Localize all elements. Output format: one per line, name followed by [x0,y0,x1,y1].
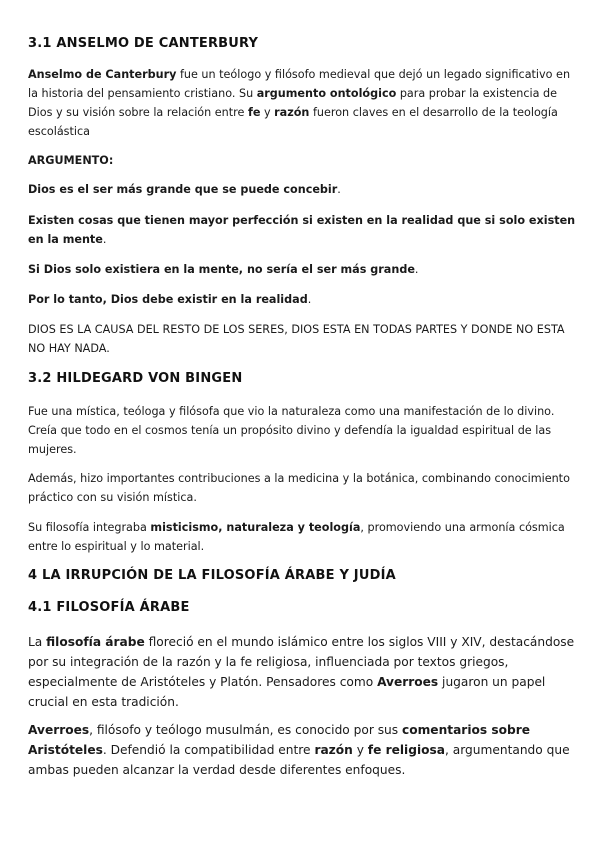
conclusion-paragraph: DIOS ES LA CAUSA DEL RESTO DE LOS SERES, DIOS ESTA EN TODAS PARTES Y DONDE NO ESTA NO HAY NADA. [28,323,565,355]
heading-section-4: 4 LA IRRUPCIÓN DE LA FILOSOFÍA ÁRABE Y JUDÍA [28,568,396,583]
bold-name: Anselmo de Canterbury [28,68,177,81]
heading-filosofia-arabe: 4.1 FILOSOFÍA ÁRABE [28,600,190,615]
heading-anselmo: 3.1 ANSELMO DE CANTERBURY [28,36,259,51]
paragraph-arabe-2: Averroes, filósofo y teólogo musulmán, es conocido por sus comentarios sobre Aristóteles. Defendió la compatibilidad entre razón y fe religiosa, argumentando que ambas pueden alcanzar la verdad desde diferentes enfoques. [28,723,570,777]
paragraph-anselmo-intro: Anselmo de Canterbury fue un teólogo y filósofo medieval que dejó un legado significativo en la historia del pensamiento cristiano. Su argumento ontológico para probar la existencia de Dios y su visión sobre la relación entre fe y razón fueron claves en el desarrollo de la teología escolástica [28,68,571,138]
premise-2: Existen cosas que tienen mayor perfección si existen en la realidad que si solo existen en la mente. [28,214,576,246]
paragraph-hildegard-1: Fue una mística, teóloga y filósofa que vio la naturaleza como una manifestación de lo divino. Creía que todo en el cosmos tenía un propósito divino y defendía la igualdad espiritual de las mujeres. [28,405,555,456]
heading-hildegard: 3.2 HILDEGARD VON BINGEN [28,371,243,386]
argumento-label: ARGUMENTO: [28,154,114,167]
premise-4: Por lo tanto, Dios debe existir en la realidad. [28,293,312,306]
premise-3: Si Dios solo existiera en la mente, no sería el ser más grande. [28,263,419,276]
paragraph-arabe-1: La filosofía árabe floreció en el mundo islámico entre los siglos VIII y XIV, destacándose por su integración de la razón y la fe religiosa, influenciada por textos griegos, especialmente de Aristóteles y Platón. Pensadores como Averroes jugaron un papel crucial en esta tradición. [28,635,575,709]
paragraph-hildegard-3: Su filosofía integraba misticismo, naturaleza y teología, promoviendo una armonía cósmica entre lo espiritual y lo material. [28,521,565,553]
paragraph-hildegard-2: Además, hizo importantes contribuciones a la medicina y la botánica, combinando conocimiento práctico con su visión mística. [28,472,570,504]
premise-1: Dios es el ser más grande que se puede concebir. [28,183,341,196]
